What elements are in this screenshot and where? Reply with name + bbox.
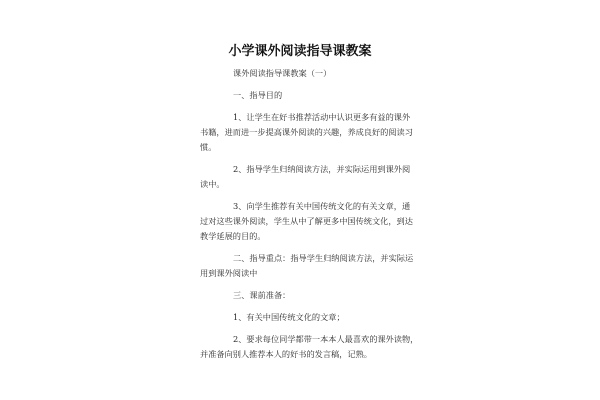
item-2-line-1: 2、指导学生归纳阅读方法，并实际运用到课外阅 [233, 164, 411, 174]
item-1-line-1: 1、让学生在好书推荐活动中认识更多有益的课外 [233, 112, 411, 122]
item-3-line-3: 教学延展的目的。 [200, 231, 266, 241]
section-heading-preparation: 三、课前准备： [233, 290, 291, 300]
prep-item-1: 1、有关中国传统文化的文章； [233, 312, 345, 322]
prep-item-2-line-2: 并准备向别人推荐本人的好书的发言稿，记熟。 [200, 349, 372, 359]
section-heading-focus-line-2: 用到课外阅读中 [200, 268, 258, 278]
prep-item-2-line-1: 2、要求每位同学都带一本本人最喜欢的课外读物， [233, 334, 419, 344]
item-1-line-2: 书籍，进而进一步提高课外阅读的兴趣，养成良好的阅读习 [200, 127, 413, 137]
document-title: 小学课外阅读指导课教案 [228, 44, 372, 59]
item-2-line-2: 读中。 [200, 179, 225, 189]
section-heading-focus-line-1: 二、指导重点：指导学生归纳阅读方法，并实际运 [233, 253, 414, 263]
document-subtitle: 课外阅读指导课教案（一） [233, 68, 332, 78]
section-heading-purpose: 一、指导目的 [233, 90, 283, 100]
item-3-line-1: 3、向学生推荐有关中国传统文化的有关文章，通 [233, 201, 411, 211]
item-3-line-2: 过对这些课外阅读，学生从中了解更多中国传统文化，到达 [200, 216, 413, 226]
item-1-line-3: 惯。 [200, 142, 217, 152]
